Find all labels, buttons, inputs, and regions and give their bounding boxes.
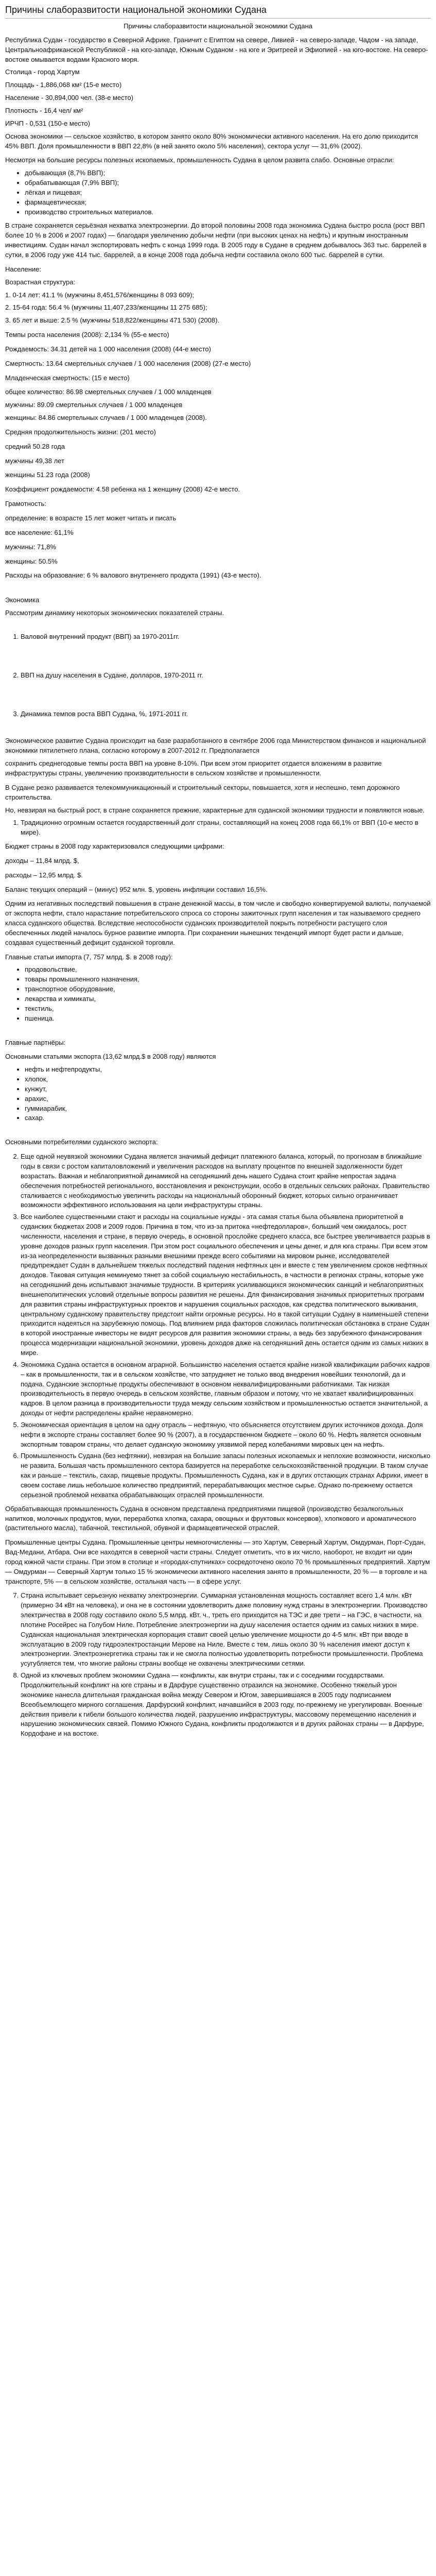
budget-line: расходы – 12,95 млрд. $. (5, 871, 83, 879)
list-item: • производство строительных материалов. (25, 208, 431, 217)
problems-list-continued (5, 1152, 431, 1500)
age-structure-heading: Возрастная структура: (5, 278, 76, 286)
demographic-line: женщины: 84.86 смертельных случаев / 1 000 младенцев (2008). (5, 414, 207, 422)
exports-heading: Основными статьями экспорта (13,62 млрд.$ в 2008 году) являются (5, 1053, 216, 1061)
hdi-line: ИРЧП - 0,531 (150-е место) (5, 119, 90, 127)
capital-line: Столица - город Хартум (5, 68, 80, 76)
chart-caption: 3. Динамика темпов роста ВВП Судана, %, 1971-2011 гг. (21, 709, 431, 719)
industry-intro-paragraph: Несмотря на большие ресурсы полезных ископаемых, промышленность Судана в целом развита слабо. Основные отрасли: (5, 156, 394, 164)
list-item: • обрабатывающая (7,9% ВВП); (25, 178, 431, 188)
demographic-line: мужчины 49,38 лет (5, 456, 64, 465)
economy-heading: Экономика (5, 596, 40, 604)
chart-caption: 1. Валовой внутренний продукт (ВВП) за 1970-2011гг. (21, 632, 431, 642)
demographic-line: Темпы роста населения (2008): 2,134 % (55-е место) (5, 331, 169, 339)
economy-intro: Рассмотрим динамику некоторых экономических показателей страны. (5, 609, 224, 617)
demographic-line: Грамотность: (5, 500, 46, 508)
imports-heading: Главные статьи импорта (7, 757 млрд. $. в 2008 году): (5, 953, 173, 961)
manufacturing-paragraph: Обрабатывающая промышленность Судана в основном представлена предприятиями пищевой (производство безалкогольных напитков, молочных продуктов, муки, переработка хлопка, сахара, овощных и фруктовых консервов), хлопкового и ароматического (растительного масла), табачной, текстильной, обувной и фармацевтической отраслей. (5, 1504, 416, 1532)
list-item: • лекарства и химикаты, (25, 994, 431, 1004)
industry-centers-paragraph: Промышленные центры Судана. Промышленные центры немногочисленны — это Хартум, Северный Хартум, Омдурман, Порт-Судан, Вад-Медани, Атбара. Они все находятся в северной части страны. Следует отметить, что в их число, наоборот, не входит ни один город южной части страны. При этом в столице и «городах-спутниках» сосредоточено около 70 % промышленных предприятий. Хартум — Омдурман — Северный Хартум только 15 % экономически активного населения занято в промышленности, 20 % — в торговле и на транспорте, 5% — в сельском хозяйстве, остальная часть — в сфере услуг. (5, 1538, 430, 1585)
demographic-line: средний 50.28 года (5, 442, 65, 450)
exports-list (5, 1065, 431, 1123)
problem-item: 2. Еще одной неувязкой экономики Судана является значимый дефицит платежного баланса, который, по прогнозам в ближайшие годы в связи с ростом капиталовложений и увеличения расходов на выплату процентов по внешней задолженности будет возрастать. Важная и неблагоприятной динамикой на сегодняшний день нашего Судана стоит крайне непростая задача обеспечения потребностей регионального, восстановления и реконструкции, особо в отдельных сельских районах. Правительство сталкивается с необходимостью увеличить расходы на национальный оборонный бюджет, которых сильно ограничивает возможности эффективного использования на цели инфраструктуры страны. (21, 1152, 431, 1210)
balance-paragraph: Баланс текущих операций – (минус) 952 млн. $, уровень инфляции составил 16,5%. (5, 885, 268, 893)
list-item: • сахар. (25, 1113, 431, 1123)
page-title: Причины слаборазвитости национальной экономики Судана (5, 3, 431, 19)
demographic-line: Смертность: 13.64 смертельных случаев / 1 000 населения (2008) (27-е место) (5, 359, 251, 367)
list-item: • лёгкая и пищевая; (25, 188, 431, 198)
demographic-line: Младенческая смертность: (15 е место) (5, 374, 130, 382)
problems-list (5, 818, 431, 838)
list-item: • товары промышленного назначения, (25, 975, 431, 985)
demographic-line: мужчины: 71,8% (5, 543, 56, 551)
demographic-line: Средняя продолжительность жизни: (201 место) (5, 428, 156, 436)
list-item: • пшеница. (25, 1014, 431, 1024)
problem-item: 8. Одной из ключевых проблем экономики Судана — конфликты, как внутри страны, так и с соседними государствами. Продолжительный конфликт на юге страны и в Дарфуре существенно отразился на экономике. Особенно тяжелый урон экономике нанесла длительная гражданская война между Севером и Югом, завершившаяся в 2005 году подписанием Всеобъемлющего мирного соглашения. Дарфурский конфликт, начавшийся в 2003 году, по-прежнему не урегулирован. Военные действия привели к гибели большого количества людей, разрушению инфраструктуры, массовому перемещению населения и нарушению экономических связей. Помимо Южного Судана, конфликты продолжаются и в других районах страны — в Дарфуре, Кордофане и на востоке. (21, 1671, 431, 1739)
reform-paragraph: Но, невзирая на быстрый рост, в стране сохраняется прежние, характерные для суданской экономики трудности и появляются новые. (5, 806, 425, 814)
list-item: • добывающая (8,7% ВВП); (25, 168, 431, 178)
population-heading: Население: (5, 265, 42, 273)
age-structure-line: 1. 0-14 лет: 41.1 % (мужчины 8,451,576/женщины 8 093 609); (5, 291, 194, 299)
partners-heading: Главные партнёры: (5, 1038, 66, 1046)
demographic-line: общее количество: 86.98 смертельных случаев / 1 000 младенцев (5, 388, 212, 396)
budget-line: доходы – 11,84 млрд. $, (5, 856, 79, 865)
imports-list (5, 965, 431, 1023)
demographic-line: мужчины: 89.09 смертельных случаев / 1 000 младенцев (5, 401, 183, 409)
demographic-line: Коэффициент рождаемости: 4.58 ребенка на 1 женщину (2008) 42-е место. (5, 485, 240, 494)
demographic-line: Рождаемость: 34.31 детей на 1 000 населения (2008) (44-е место) (5, 345, 211, 353)
list-item: • продовольствие, (25, 965, 431, 975)
industries-list (5, 168, 431, 217)
chart-caption: 2. ВВП на душу населения в Судане, долларов, 1970-2011 гг. (21, 671, 431, 681)
age-structure-line: 3. 65 лет и выше: 2.5 % (мужчины 518,822/женщины 471 530) (2008). (5, 316, 220, 325)
inflation-paragraph: Одним из негативных последствий повышения в стране денежной массы, в том числе и свободно конвертируемой валюты, получаемой от экспорта нефти, стало нарастание потребительского спроса со стороны зажиточных групп населения и так называемого среднего класса суданского общества. Вследствие неспособности суданских производителей покрыть потребности растущего слоя обеспеченных людей началось бурное развитие импорта. При сохранении нынешних тенденций импорт будет расти и дальше, создавая существенный дефицит суданской торговли. (5, 900, 431, 946)
economy-basis-paragraph: Основа экономики — сельское хозяйство, в котором занято около 80% экономически активного населения. На его долю приходится 45% ВВП. Доля промышленности в ВВП 22,8% (в ней занято около 5% населения), сектора услуг — 31,6% (2002). (5, 132, 418, 150)
density-line: Плотность - 16,4 чел/ км² (5, 107, 83, 114)
list-item: • транспортное оборудование, (25, 985, 431, 994)
demographic-line: женщины: 50.5% (5, 557, 58, 565)
problem-item: 7. Страна испытывает серьезную нехватку электроэнергии. Суммарная установленная мощность составляет всего 1,4 млн. кВт (примерно 34 кВт на человека), и она не в состоянии удовлетворить даже половину нужд страны в электроэнергии. Производство электричества в 2008 году составило около 5,5 млрд. кВт. ч., треть его приходится на ТЭС и две трети – на ГЭС, в частности, на плотине Росейрес на Голубом Ниле. Потребление электроэнергии на душу населения остается одним из самых низких в мире. Суданская национальная электрическая корпорация ставит своей целью увеличение мощности до 4-5 млн. кВт при вводе в эксплуатацию в 2009 году гидроэлектростанции Мерове на Ниле. Вместе с тем, лишь около 30 % населения имеют доступ к электроэнергии. Электроэнергетика страны так и не смогла полностью удовлетворить потребности промышленности. Проблема усугубляется тем, что многие районы страны вообще не охвачены электрическими сетями. (21, 1591, 431, 1669)
list-item: • нефть и нефтепродукты, (25, 1065, 431, 1075)
reform-paragraph: сохранить среднегодовые темпы роста ВВП на уровне 8-10%. При всем этом приоритет отдается вложениям в развитие инфраструктуры страны, увеличению производительности в сельском хозяйстве и промышленности. (5, 759, 382, 777)
document-subtitle: Причины слаборазвитости национальной экономики Судана (124, 22, 312, 30)
list-item: • арахис, (25, 1094, 431, 1104)
oil-paragraph: В стране сохраняется серьёзная нехватка электроэнергии. До второй половины 2008 года экономика Судана быстро росла (рост ВВП более 10 % в 2006 и 2007 годах) — благодаря увеличению добычи нефти (при высоких ценах на нефть) и крупным иностранным инвестициям. Судан начал экспортировать нефть с конца 1999 года. В 2005 году в Судане в среднем добывалось 363 тыс. баррелей в сутки, в 2006 году уже 414 тыс. баррелей, а в конце 2008 года добыча нефти составила около 600 тыс. баррелей в сутки. (5, 222, 427, 259)
problem-item: 6. Промышленность Судана (без нефтянки), невзирая на большие запасы полезных ископаемых и неплохие возможности, нисколько не развита. Большая часть промышленного сектора базируется на переработке сельскохозяйственной продукции. В таком случае как и раньше – текстиль, сахар, пищевые продукты. Промышленность Судана, как и в других отстающих странах Африки, имеет в своем составе лишь небольшое количество предприятий, перерабатывающих местное сырье. Однако по-прежнему остается серьезной проблемой нехватка обрабатывающих отраслей промышленности. (21, 1451, 431, 1500)
demographic-line: все население: 61,1% (5, 528, 74, 536)
problem-item: 1. Традиционно огромным остается государственный долг страны, составляющий на конец 2008 года 66,1% от ВВП (10-е место в мире). (21, 818, 431, 838)
charts-list (5, 632, 431, 719)
area-line: Площадь - 1,886,068 км² (15-е место) (5, 81, 122, 89)
problem-item: 3. Все наиболее существенными стают и расходы на социальные нужды - эта самая статья была объявлена приоритетной в суданских бюджетах 2008 и 2009 годов. Причина в том, что из-за притока «нефтедолларов», больший чем ожидалось, рост численности, населения и стране, в первую очередь, в основной прослойке среднего класса, все быстрее увеличивается разрыв в уровне доходов разных групп населения. При этом рост социального обеспечения и цены денег, и для юга страны. При всем этом из-за неопределенности вызванных разными внешними прежде всего событиями на мировом рынке, исследователей предупреждает Судан в дальнейшем тяжелых последствий падения нефтяных цен и вместе с тем увеличением сроков нефтяных доходов. Таковая ситуация неминуемо тянет за собой социальную нестабильность, в частности в регионах страны, которые уже на сегодняшний день испытывают значимые трудности. В критериях усиливающихся экономических санкций и неблагоприятных внешнеполитических условий отдельные вопросы развития не решены. Для финансирования значимых приоритетных программ для развития страны инфраструктурных проектов и нарушения социальных расходов, как средства политического выживания, центральному суданскому правительству предстоит найти огромные ресурсы. Но в такой ситуации Судану в наименьшей степени приходится надеяться на зарубежную помощь. Под влиянием ряда факторов сложилась политическая обстановка в стране Судан в которой иностранные инвесторы не видят ресурсов для развития экономики страны, а ведь без зарубежного финансирования процесса модернизации национальной экономики, уровень доходов даже на сегодняшний день остается одним из самых низких в мире. (21, 1212, 431, 1358)
problem-item: 5. Экономическая ориентация в целом на одну отрасль – нефтяную, что объясняется отсутствием других источников дохода. Доля нефти в экспорте страны составляет более 90 % (2007), а в государственном бюджете – около 60 %. Нефть является основным экспортным товаром страны, что делает суданскую экономику уязвимой перед колебаниями мировых цен на нефть. (21, 1420, 431, 1450)
demographic-line: Расходы на образование: 6 % валового внутреннего продукта (1991) (43-е место). (5, 571, 261, 580)
reform-paragraph: Экономическое развитие Судана происходит на базе разработанного в сентябре 2006 года Министерством финансов и национальной экономики пятилетнего плана, согласно которому в 2007-2012 гг. Предполагается (5, 737, 426, 755)
demographic-line: определение: в возрасте 15 лет может читать и писать (5, 514, 177, 522)
budget-paragraph: Бюджет страны в 2008 году характеризовался следующими цифрами: (5, 842, 224, 851)
demographic-line: женщины 51.23 года (2008) (5, 471, 90, 479)
consumers-heading: Основными потребителями суданского экспорта: (5, 1138, 158, 1146)
list-item: • текстиль, (25, 1004, 431, 1014)
list-item: • кунжут, (25, 1084, 431, 1094)
problem-item: 4. Экономика Судана остается в основном аграрной. Большинство населения остается крайне низкой квалификации рабочих кадров – как в промышленности, так и в сельском хозяйстве, что затрудняет не только ввод внедрения новейших технологий, да и подача. Суданские экспортные продукты обеспечивают в основном неквалифицированными работниками. Так низкая производительность в первую очередь в сельском хозяйстве, главным образом и потому, что не хватает квалифицированных кадров. В целом разница в производительности труда между сельским хозяйством и промышленностью остается значительной, а доходы от нефти распределены крайне неравномерно. (21, 1360, 431, 1418)
list-item: • фармацевтическая; (25, 198, 431, 208)
population-line: Население - 30,894,000 чел. (38-е место) (5, 94, 134, 102)
reform-paragraph: В Судане резко развивается телекоммуникационный и строительный секторы, повышается, хотя и неспешно, темп дорожного строительства. (5, 783, 400, 801)
age-structure-line: 2. 15-64 года: 56.4 % (мужчины 11,407,233/женщины 11 275 685); (5, 303, 207, 312)
problems-list-final (5, 1591, 431, 1739)
list-item: • гуммиарабик, (25, 1104, 431, 1114)
intro-paragraph: Республика Судан - государство в Северной Африке. Граничит с Египтом на севере, Ливией - на северо-западе, Чадом - на западе, Центральноафриканской Республикой - на юго-западе, Южным Суданом - на юге и Эритреей и Эфиопией - на юго-востоке. На северо-востоке омывается водами Красного моря. (5, 36, 428, 63)
list-item: • хлопок, (25, 1075, 431, 1084)
